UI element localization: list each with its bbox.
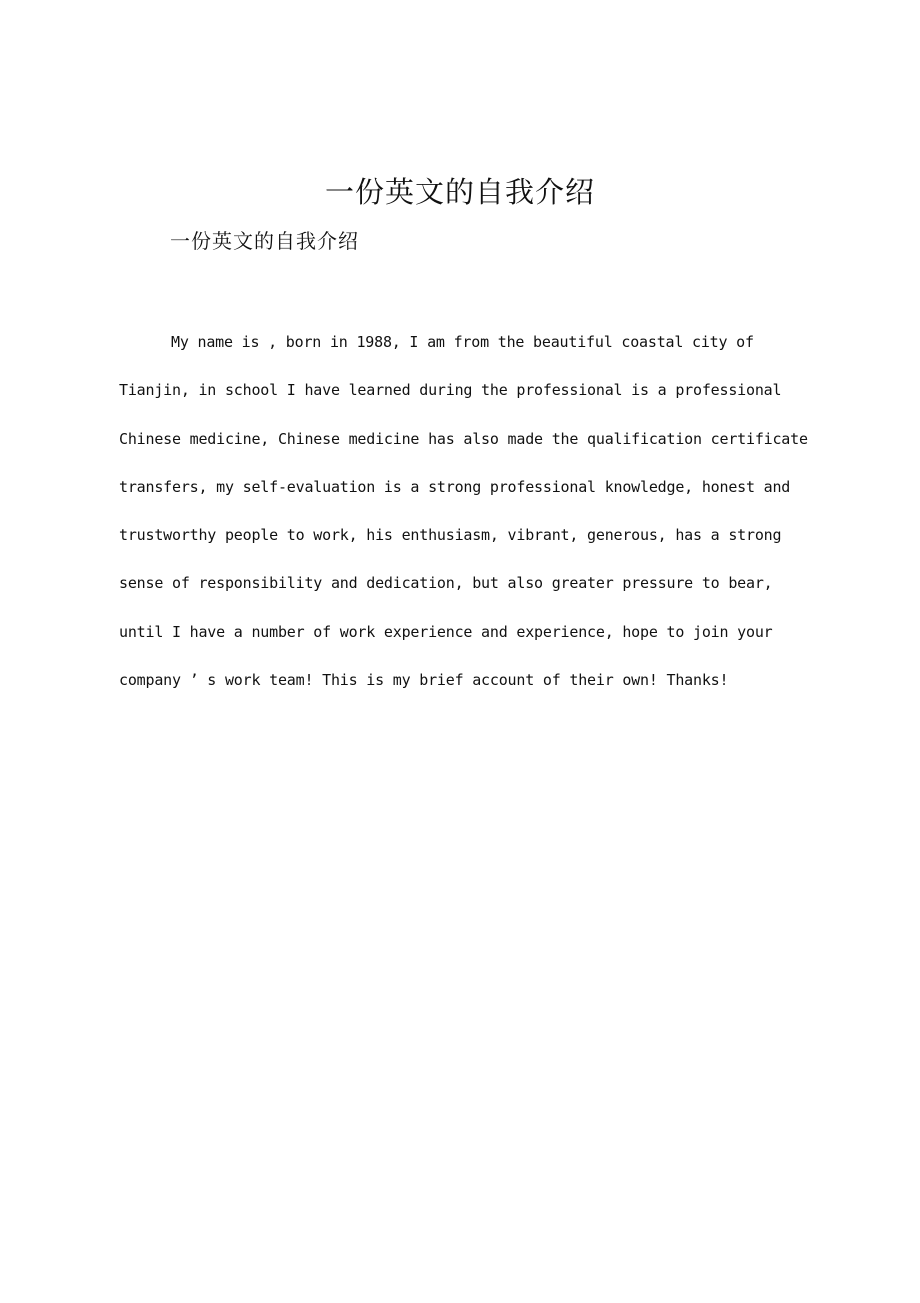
body-paragraph [119, 318, 819, 704]
body-line: Tianjin, in school I have learned during the professional is a professional [119, 381, 782, 400]
body-line: company ’ s work team! This is my brief account of their own! Thanks! [119, 671, 729, 690]
body-line: transfers, my self-evaluation is a strong professional knowledge, honest and [119, 477, 791, 496]
body-line: My name is , born in 1988, I am from the beautiful coastal city of [171, 333, 754, 351]
document-title: 一份英文的自我介绍 [324, 175, 595, 209]
body-line: trustworthy people to work, his enthusiasm, vibrant, generous, has a strong [119, 526, 782, 545]
body-line: Chinese medicine, Chinese medicine has also made the qualification certificate [119, 429, 808, 448]
body-line: until I have a number of work experience and experience, hope to join your [119, 622, 773, 641]
document-subtitle: 一份英文的自我介绍 [170, 229, 359, 253]
body-line: sense of responsibility and dedication, but also greater pressure to bear, [119, 574, 773, 593]
